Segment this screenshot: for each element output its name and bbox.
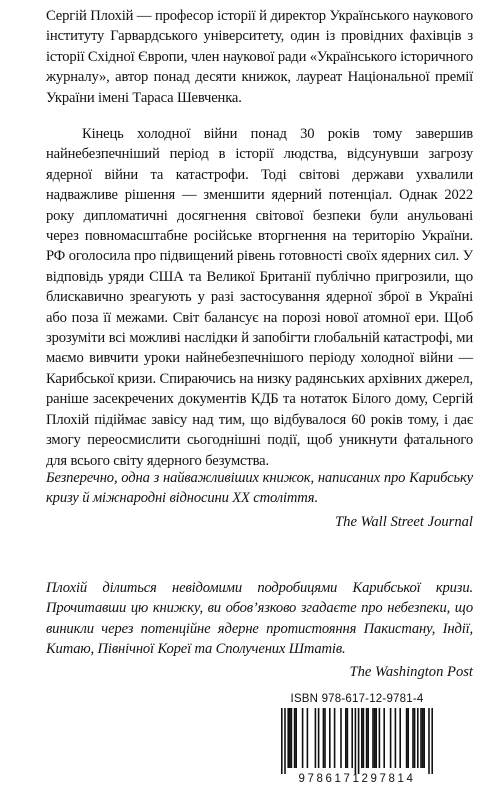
barcode-bar bbox=[318, 708, 320, 768]
barcode-digits: 9786171297814 bbox=[298, 773, 416, 785]
barcode-bar bbox=[417, 708, 419, 768]
barcode-bar bbox=[422, 708, 424, 768]
book-description: Кінець холодної війни понад 30 років тому завершив найнебезпечніший період в історії людства, відсунувши загрозу ядерної війни та катастрофи. Тоді світові держави ухвалили надважливе рішення — зменшити ядерний потенціал. Однак 2022 року дипломатичні досягнення світової безпеки були анульовані через повномасштабне російське вторгнення на територію України. РФ оголосила про підвищений рівень готовності своїх ядерних сил. У відповідь уряди США та Великої Британії публічно пригрозили, що блискавично зреагують у разі застосування ядерної зброї в Україні або поза її межами. Світ балансує на порозі нової атомної ери. Щоб зрозуміти всі можливі наслідки й запобігти глобальній катастрофі, ми маємо вивчити уроки найнебезпечнішого періоду холодної війни — Карибської кризи. Спираючись на низку радянських архівних джерел, раніше засекречених документів КДБ та нотаток Білого дому, Сергій Плохій підіймає завісу над тим, що відбувалося 60 років тому, і дає змогу переосмислити сьогоднішні події, щоб уникнути фатального для всього світу ядерного безумства. bbox=[46, 126, 473, 469]
barcode-bar bbox=[367, 708, 369, 768]
barcode-bar bbox=[428, 708, 430, 774]
barcode-bar bbox=[351, 708, 353, 768]
isbn-label: ISBN 978-617-12-9781-4 bbox=[290, 693, 424, 705]
barcode-bar bbox=[358, 708, 360, 774]
barcode-bar bbox=[420, 708, 422, 768]
barcode-bar bbox=[363, 708, 365, 768]
barcode-bar bbox=[340, 708, 342, 768]
barcode-bar bbox=[431, 708, 433, 774]
barcode-bar bbox=[307, 708, 309, 768]
barcode-bar bbox=[289, 708, 291, 768]
barcode-bar bbox=[372, 708, 374, 768]
review-source-wsj: The Wall Street Journal bbox=[335, 514, 473, 530]
author-bio: Сергій Плохій — професор історії й директор Українського наукового інституту Гарвардського університету, один із провідних фахівців з історії Східної Європи, член наукової ради «Українського історичного журналу», автор понад десяти книжок, лауреат Національної премії України імені Тараса Шевченка. bbox=[46, 8, 473, 106]
barcode-bar bbox=[329, 708, 331, 768]
barcode-bar bbox=[412, 708, 414, 768]
barcode-bar bbox=[406, 708, 408, 768]
barcode-bar bbox=[355, 708, 357, 774]
barcode-bar bbox=[324, 708, 326, 768]
barcode-bar bbox=[323, 708, 325, 768]
barcode-bar bbox=[315, 708, 317, 768]
barcode-bar bbox=[366, 708, 368, 768]
barcode-bar bbox=[291, 708, 293, 768]
barcode-image bbox=[272, 708, 442, 774]
barcode-bar bbox=[334, 708, 336, 768]
barcode-bar bbox=[375, 708, 377, 768]
barcode-bar bbox=[347, 708, 349, 768]
barcode-bar bbox=[414, 708, 416, 768]
barcode-block bbox=[267, 690, 447, 788]
barcode-bar bbox=[379, 708, 381, 768]
barcode-bar bbox=[361, 708, 363, 768]
review-quote-wapo: Плохій ділиться невідомими подробицями Карибської кризи. Прочитавши цю книжку, ви обов’язково згадаєте про небезпеки, що виникли через потенційне ядерне протистояння Пакистану, Індії, Китаю, Північної Кореї та Сполучених Штатів. bbox=[46, 580, 473, 658]
barcode-bar bbox=[295, 708, 297, 768]
barcode-bar bbox=[302, 708, 304, 768]
barcode-bar bbox=[423, 708, 425, 768]
review-source-wapo: The Washington Post bbox=[349, 664, 473, 680]
barcode-bar bbox=[374, 708, 376, 768]
barcode-bar bbox=[390, 708, 392, 768]
barcode-bar bbox=[345, 708, 347, 768]
barcode-bar bbox=[383, 708, 385, 768]
barcode-bar bbox=[287, 708, 289, 768]
barcode-bar bbox=[399, 708, 401, 768]
barcode-bar bbox=[294, 708, 296, 768]
barcode-bar bbox=[407, 708, 409, 768]
barcode-bar bbox=[395, 708, 397, 768]
review-quote-wsj: Безперечно, одна з найважливіших книжок, написаних про Карибську кризу й міжнародні відносини XX століття. bbox=[46, 470, 473, 507]
barcode-bar bbox=[284, 708, 286, 774]
barcode-bar bbox=[281, 708, 283, 774]
